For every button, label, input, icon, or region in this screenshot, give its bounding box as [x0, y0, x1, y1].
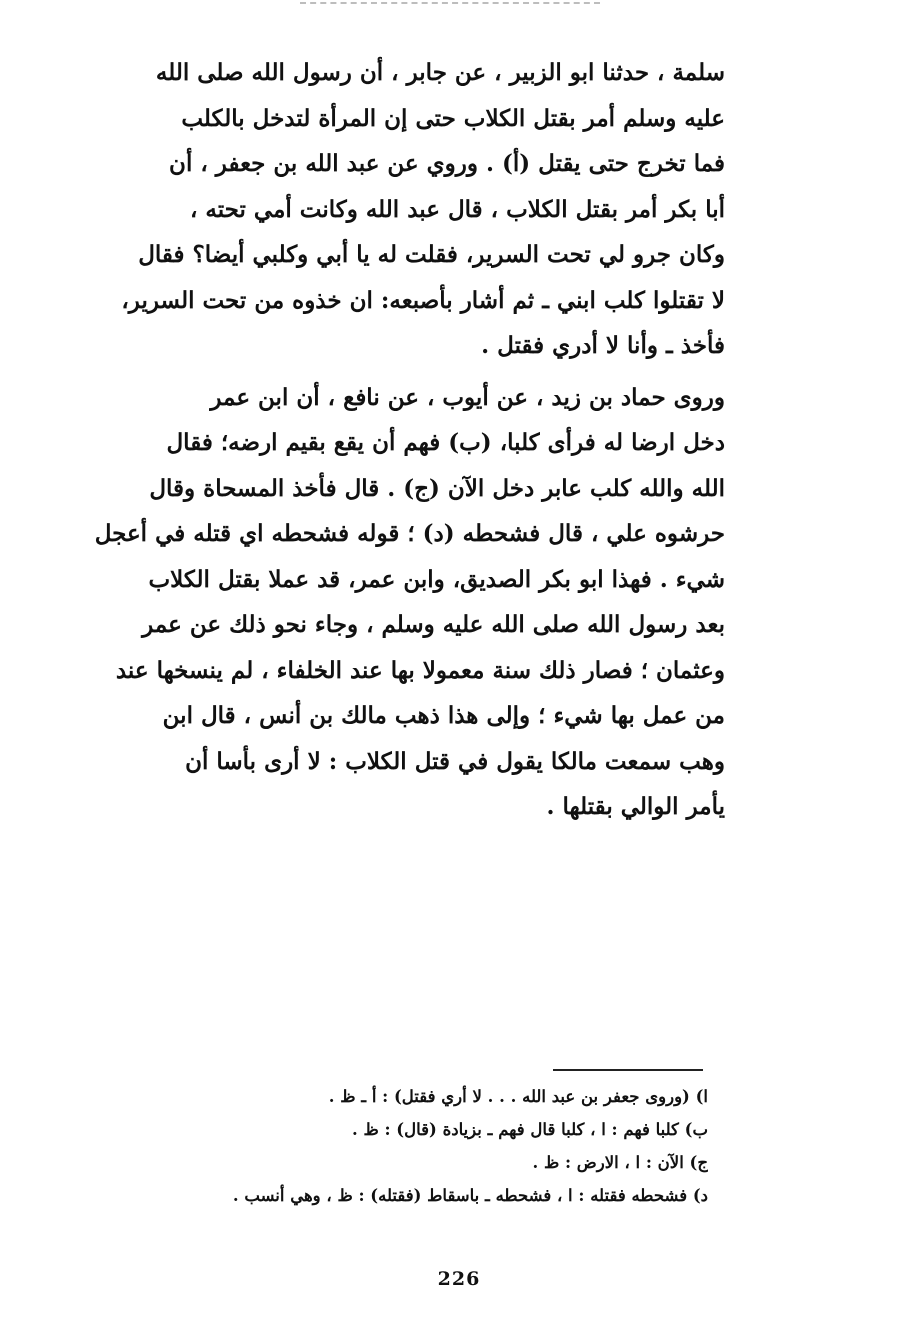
- paragraph-2: [80, 375, 725, 830]
- text-line: أبا بكر أمر بقتل الكلاب ، قال عبد الله وكانت أمي تحته ،: [189, 195, 725, 223]
- text-line: يأمر الوالي بقتلها .: [546, 793, 725, 820]
- footnotes: [60, 1080, 708, 1212]
- paragraph-1: [80, 50, 725, 369]
- footnote-c: ج) الآن : ا ، الارض : ظ .: [532, 1153, 708, 1172]
- footnote-b: ب) كلبا فهم : ا ، كلبا قال فهم ـ بزيادة (قال) : ظ .: [351, 1120, 708, 1139]
- text-line: عليه وسلم أمر بقتل الكلاب حتى إن المرأة لتدخل بالكلب: [181, 104, 725, 132]
- text-line: وكان جرو لي تحت السرير، فقلت له يا أبي وكلبي أيضا؟ فقال: [138, 241, 725, 268]
- text-line: من عمل بها شيء ؛ وإلى هذا ذهب مالك بن أنس ، قال ابن: [162, 702, 725, 729]
- text-line: الله والله كلب عابر دخل الآن (ج) . قال فأخذ المسحاة وقال: [149, 474, 725, 502]
- page-number: 226: [437, 1268, 481, 1290]
- text-line: بعد رسول الله صلى الله عليه وسلم ، وجاء نحو ذلك عن عمر: [142, 611, 725, 638]
- footnote-a: ا) (وروى جعفر بن عبد الله . . . لا أري فقتل) : أ ـ ظ .: [328, 1087, 708, 1106]
- text-line: وروى حماد بن زيد ، عن أيوب ، عن نافع ، أن ابن عمر: [210, 383, 725, 411]
- text-line: حرشوه علي ، قال فشحطه (د) ؛ قوله فشحطه اي قتله في أعجل: [94, 520, 725, 547]
- text-line: سلمة ، حدثنا ابو الزبير ، عن جابر ، أن رسول الله صلى الله: [155, 59, 725, 86]
- main-text: [80, 50, 725, 830]
- text-line: لا تقتلوا كلب ابني ـ ثم أشار بأصبعه: ان خذوه من تحت السرير،: [121, 286, 725, 314]
- footnote-separator: [553, 1069, 703, 1071]
- text-line: فأخذ ـ وأنا لا أدري فقتل .: [481, 332, 725, 359]
- top-scan-marks: [300, 2, 600, 7]
- text-line: وعثمان ؛ فصار ذلك سنة معمولا بها عند الخلفاء ، لم ينسخها عند: [115, 656, 725, 684]
- text-line: فما تخرج حتى يقتل (أ) . وروي عن عبد الله بن جعفر ، أن: [169, 150, 725, 177]
- text-line: شيء . فهذا ابو بكر الصديق، وابن عمر، قد عملا بقتل الكلاب: [148, 565, 725, 593]
- text-line: وهب سمعت مالكا يقول في قتل الكلاب : لا أرى بأسا أن: [185, 747, 725, 775]
- text-line: دخل ارضا له فرأى كلبا، (ب) فهم أن يقع بقيم ارضه؛ فقال: [166, 429, 725, 456]
- footnote-d: د) فشحطه فقتله : ا ، فشحطه ـ باسقاط (فقتله) : ظ ، وهي أنسب .: [232, 1186, 708, 1205]
